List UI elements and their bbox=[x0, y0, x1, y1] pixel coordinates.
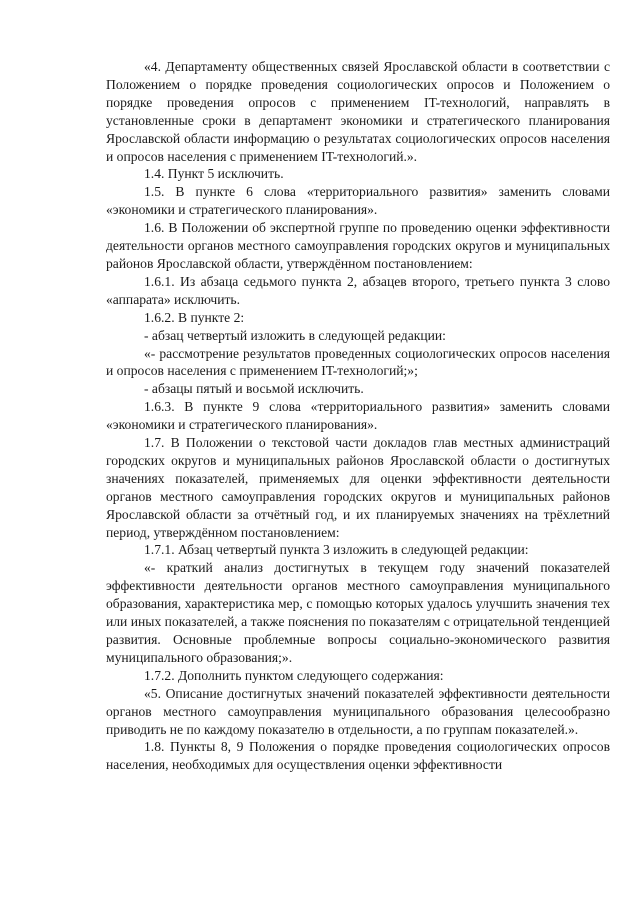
paragraph-1-7: 1.7. В Положении о текстовой части докладов глав местных администраций городских округов и муниципальных районов Ярославской области о достигнутых значениях показателей, применяемых для оценки эффективности деятельности органов местного самоуправления городских округов и муниципальных районов Ярославской области за отчётный год, и их планируемых значениях на трёхлетний период, утверждённом постановлением: bbox=[106, 435, 610, 540]
paragraph-abzacy-exclude: - абзацы пятый и восьмой исключить. bbox=[144, 381, 364, 397]
paragraph-1-6-3: 1.6.3. В пункте 9 слова «территориального развития» заменить словами «экономики и стратегического планирования». bbox=[106, 399, 610, 433]
paragraph-abzac-fourth: - абзац четвертый изложить в следующей редакции: bbox=[144, 327, 446, 343]
paragraph-quote-analysis: «- краткий анализ достигнутых в текущем году значений показателей эффективности деятельности органов местного самоуправления муниципального образования, характеристика мер, с помощью которых удалось улучшить значения тех или иных показателей, а также пояснения по показателям с отрицательной тенденцией развития. Основные проблемные вопросы социально-экономического развития муниципального образования;». bbox=[106, 560, 610, 665]
document-body bbox=[106, 58, 610, 774]
paragraph-1-5: 1.5. В пункте 6 слова «территориального развития» заменить словами «экономики и стратегического планирования». bbox=[106, 184, 610, 218]
paragraph-1-4: 1.4. Пункт 5 исключить. bbox=[144, 166, 284, 182]
paragraph-1-7-2: 1.7.2. Дополнить пунктом следующего содержания: bbox=[144, 667, 444, 683]
paragraph-quote-item-5: «5. Описание достигнутых значений показателей эффективности деятельности органов местного самоуправления муниципального образования целесообразно приводить не по каждому показателю в отдельности, а по группам показателей.». bbox=[106, 685, 610, 737]
paragraph-1-6-2: 1.6.2. В пункте 2: bbox=[144, 309, 245, 325]
paragraph-1-6: 1.6. В Положении об экспертной группе по проведению оценки эффективности деятельности органов местного самоуправления городских округов и муниципальных районов Ярославской области, утверждённом постановлением: bbox=[106, 220, 610, 271]
paragraph-item-4-information: «4. Департаменту общественных связей Ярославской области в соответствии с Положением о порядке проведения социологических опросов и Положением о порядке проведения опросов с применением IT-технологий, направлять в установленные сроки в департамент экономики и стратегического планирования Ярославской области информацию о результатах социологических опросов населения и опросов населения с применением IT-технологий.». bbox=[106, 59, 610, 164]
paragraph-1-6-1: 1.6.1. Из абзаца седьмого пункта 2, абзацев второго, третьего пункта 3 слово «аппарата» исключить. bbox=[106, 273, 610, 307]
paragraph-1-7-1: 1.7.1. Абзац четвертый пункта 3 изложить в следующей редакции: bbox=[144, 542, 529, 558]
paragraph-quote-review: «- рассмотрение результатов проведенных социологических опросов населения и опросов населения с применением IT-технологий;»; bbox=[106, 345, 610, 379]
paragraph-1-8: 1.8. Пункты 8, 9 Положения о порядке проведения социологических опросов населения, необходимых для осуществления оценки эффективности bbox=[106, 739, 610, 773]
